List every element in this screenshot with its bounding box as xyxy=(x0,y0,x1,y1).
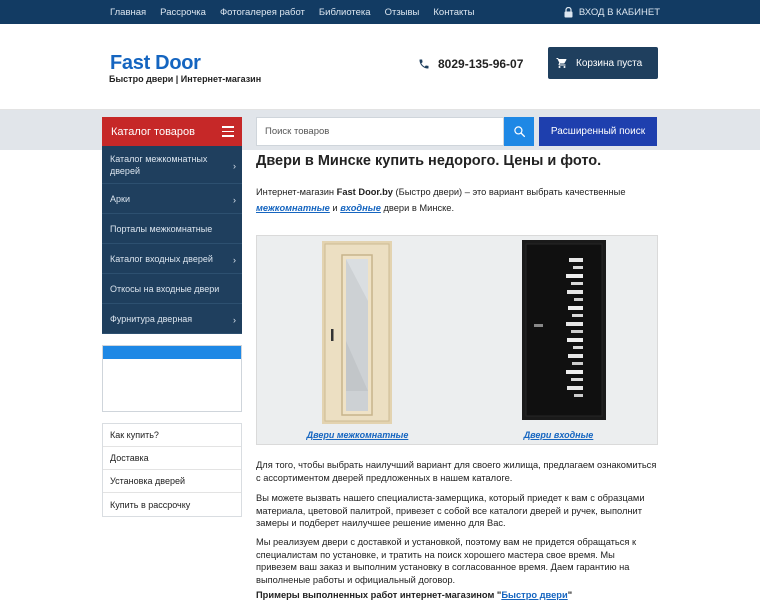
intro-text xyxy=(256,184,658,216)
lock-icon xyxy=(564,7,573,18)
main-content xyxy=(256,152,658,600)
info-links xyxy=(102,423,242,517)
examples-link[interactable]: Быстро двери xyxy=(501,590,568,600)
chevron-right-icon: › xyxy=(233,160,236,171)
nav-reviews[interactable]: Отзывы xyxy=(384,6,420,18)
intro-brand: Fast Door.by xyxy=(336,187,393,197)
product-entrance-label[interactable]: Двери входные xyxy=(523,430,594,440)
menu-item-label: Порталы межкомнатные xyxy=(110,223,213,234)
nav-home[interactable]: Главная xyxy=(110,6,147,18)
menu-icon xyxy=(222,126,234,136)
menu-item-label: Арки xyxy=(110,193,130,204)
top-bar xyxy=(0,0,760,24)
paragraph-measurer: Вы можете вызвать нашего специалиста-замерщика, который приедет к вам с образцами материала, цветовой палитрой, привезет с собой все каталоги дверей и ручек, выполнит замеры и подберет наилучшее решение именно для Вас. xyxy=(256,493,645,528)
cart-icon xyxy=(556,57,568,69)
site-header xyxy=(0,24,760,110)
sidebar-widget xyxy=(102,345,242,412)
entrance-door-image xyxy=(522,240,606,420)
menu-item-interior-doors[interactable] xyxy=(102,146,242,184)
link-installments[interactable]: Купить в рассрочку xyxy=(110,499,191,510)
nav-library[interactable]: Библиотека xyxy=(318,6,371,18)
menu-item-portals[interactable] xyxy=(102,214,242,244)
interior-door-image xyxy=(322,241,392,424)
link-how-to-buy[interactable]: Как купить? xyxy=(103,424,241,447)
menu-item-label: Фурнитура дверная xyxy=(110,313,193,324)
product-entrance[interactable] xyxy=(458,236,659,446)
search-button[interactable] xyxy=(504,117,534,146)
phone-icon xyxy=(418,58,430,70)
link-installation[interactable]: Установка дверей xyxy=(103,470,241,493)
advanced-search-button[interactable]: Расширенный поиск xyxy=(539,117,657,146)
login-label: ВХОД В КАБИНЕТ xyxy=(578,6,660,18)
examples-suffix: " xyxy=(567,590,573,600)
chevron-right-icon: › xyxy=(233,194,236,205)
phone-number[interactable] xyxy=(418,57,523,71)
interior-doors-link[interactable]: межкомнатные xyxy=(256,203,330,213)
search-input[interactable] xyxy=(256,117,504,146)
intro-and: и xyxy=(329,203,341,213)
menu-item-label: Каталог межкомнатных дверей xyxy=(110,153,208,176)
cart-button[interactable] xyxy=(548,47,658,79)
menu-item-door-slopes[interactable] xyxy=(102,274,242,304)
product-interior-label[interactable]: Двери межкомнатные xyxy=(306,430,409,440)
catalog-button[interactable] xyxy=(102,117,242,146)
intro-prefix: Интернет-магазин xyxy=(256,187,337,197)
intro-mid: (Быстро двери) – это вариант выбрать качественные xyxy=(392,187,626,197)
catalog-button-label: Каталог товаров xyxy=(111,125,195,138)
product-interior[interactable] xyxy=(257,236,458,446)
nav-gallery[interactable]: Фотогалерея работ xyxy=(219,6,305,18)
menu-item-label: Откосы на входные двери xyxy=(110,283,220,294)
cart-label: Корзина пуста xyxy=(576,57,643,69)
entrance-doors-link[interactable]: входные xyxy=(340,203,381,213)
logo-subtitle: Быстро двери | Интернет-магазин xyxy=(109,74,262,84)
menu-item-label: Каталог входных дверей xyxy=(110,253,213,264)
paragraph-delivery: Мы реализуем двери с доставкой и установкой, поэтому вам не придется обращаться к специалистам по установке, и тратить на поиск хорошего мастера свое время. Мы привезем ваш заказ и выполним установку в согласованное время. Даем гарантию на выполненые работы и официальный договор. xyxy=(256,537,637,585)
phone-text: 8029-135-96-07 xyxy=(438,57,524,71)
paragraph-choose: Для того, чтобы выбрать наилучший вариант для своего жилища, предлагаем ознакомиться с ассортиментом дверей предложенных в нашем каталоге. xyxy=(256,460,657,483)
link-delivery[interactable]: Доставка xyxy=(103,447,241,470)
paragraph-examples xyxy=(256,589,658,600)
chevron-right-icon: › xyxy=(233,314,236,325)
examples-prefix: Примеры выполненных работ интернет-магазином " xyxy=(256,590,502,600)
logo-title[interactable]: Fast Door xyxy=(110,52,201,74)
nav-contacts[interactable]: Контакты xyxy=(433,6,475,18)
search-icon xyxy=(513,125,526,138)
product-showcase xyxy=(256,235,658,445)
intro-end: двери в Минске. xyxy=(380,203,455,213)
login-link[interactable] xyxy=(564,0,660,24)
menu-item-door-hardware[interactable] xyxy=(102,304,242,334)
menu-item-arches[interactable] xyxy=(102,184,242,214)
nav-installments[interactable]: Рассрочка xyxy=(160,6,206,18)
menu-item-entrance-doors[interactable] xyxy=(102,244,242,274)
widget-header xyxy=(103,346,241,359)
top-nav xyxy=(110,0,488,24)
page-title: Двери в Минске купить недорого. Цены и фото. xyxy=(256,153,602,169)
catalog-menu xyxy=(102,146,242,334)
chevron-right-icon: › xyxy=(233,254,236,265)
